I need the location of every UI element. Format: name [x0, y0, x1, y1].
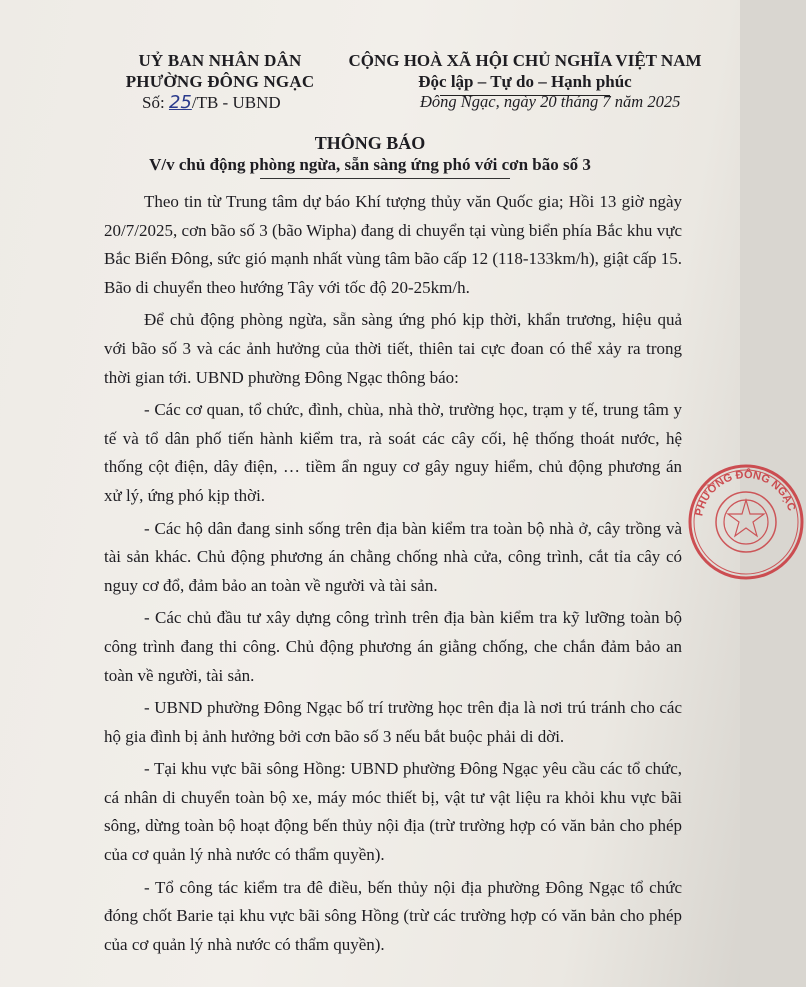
paragraph: Theo tin từ Trung tâm dự báo Khí tượng thủy văn Quốc gia; Hồi 13 giờ ngày 20/7/2025, cơn bão số 3 (bão Wipha) đang di chuyển tại vùng biển phía Bắc khu vực Bắc Biển Đông, sức gió mạnh nhất vùng tâm bão cấp 12 (118-133km/h), giật cấp 15. Bão di chuyển theo hướng Tây với tốc độ 20-25km/h. — [104, 192, 682, 297]
number-suffix: /TB - UBND — [191, 93, 281, 112]
document-title: THÔNG BÁO — [314, 133, 426, 153]
national-motto-block — [330, 50, 720, 96]
paragraph: - UBND phường Đông Ngạc bố trí trường học trên địa là nơi trú tránh cho các hộ gia đình bị ảnh hưởng bởi cơn bão số 3 nếu bắt buộc phải di dời. — [104, 698, 682, 746]
svg-text:PHƯỜNG ĐÔNG NGẠC: PHƯỜNG ĐÔNG NGẠC — [693, 468, 798, 518]
paragraph: - Các chủ đầu tư xây dựng công trình trên địa bàn kiểm tra kỹ lưỡng toàn bộ công trình đang thi công. Chủ động phương án giằng chống, che chắn đảm bảo an toàn về người, tài sản. — [104, 608, 682, 685]
country-name: CỘNG HOÀ XÃ HỘI CHỦ NGHĨA VIỆT NAM — [348, 51, 702, 70]
document-subtitle: V/v chủ động phòng ngừa, sẵn sàng ứng phó với cơn bão số 3 — [149, 155, 591, 174]
number-handwritten: 25 — [168, 92, 192, 113]
official-seal-stamp — [686, 462, 806, 582]
paragraph: - Các cơ quan, tổ chức, đình, chùa, nhà thờ, trường học, trạm y tế, trung tâm y tế và tổ dân phố tiến hành kiểm tra, rà soát các cây cối, hệ thống thoát nước, hệ thống cột điện, dây điện, … tiềm ẩn nguy cơ gây nguy hiểm, chủ động phương án xử lý, ứng phó kịp thời. — [104, 400, 682, 505]
number-prefix: Số: — [142, 93, 169, 112]
place-date: Đông Ngạc, ngày 20 tháng 7 năm 2025 — [420, 92, 681, 111]
motto: Độc lập – Tự do – Hạnh phúc — [418, 72, 632, 91]
issuer-block — [110, 50, 330, 92]
issuer-line-1: UỶ BAN NHÂN DÂN — [138, 51, 302, 70]
document-number — [142, 92, 281, 113]
paragraph: - Các hộ dân đang sinh sống trên địa bàn kiểm tra toàn bộ nhà ở, cây trồng và tài sản khác. Chủ động phương án chằng chống nhà cửa, công trình, cắt tỉa cây có nguy cơ đổ, đảm bảo an toàn về người và tài sản. — [104, 518, 682, 595]
paragraph: - Tổ công tác kiểm tra đê điều, bến thủy nội địa phường Đông Ngạc tổ chức đóng chốt Barie tại khu vực bãi sông Hồng (trừ các trường hợp có văn bản cho phép của cơ quản lý nhà nước có thẩm quyền). — [104, 877, 682, 954]
paragraph: Để chủ động phòng ngừa, sẵn sàng ứng phó kịp thời, khẩn trương, hiệu quả với bão số 3 và các ảnh hưởng của thời tiết, thiên tai cực đoan có thể xảy ra trong thời gian tới. UBND phường Đông Ngạc thông báo: — [104, 310, 682, 387]
document-body — [104, 188, 682, 963]
paragraph: - Tại khu vực bãi sông Hồng: UBND phường Đông Ngạc yêu cầu các tổ chức, cá nhân di chuyển toàn bộ xe, máy móc thiết bị, vật tư vật liệu ra khỏi khu vực bãi sông, dừng toàn bộ hoạt động bến thủy nội địa (trừ trường hợp có văn bản cho phép của cơ quản lý nhà nước có thẩm quyền). — [104, 759, 682, 865]
issuer-line-2: PHƯỜNG ĐÔNG NGẠC — [125, 72, 315, 91]
subtitle-underline — [260, 178, 510, 179]
